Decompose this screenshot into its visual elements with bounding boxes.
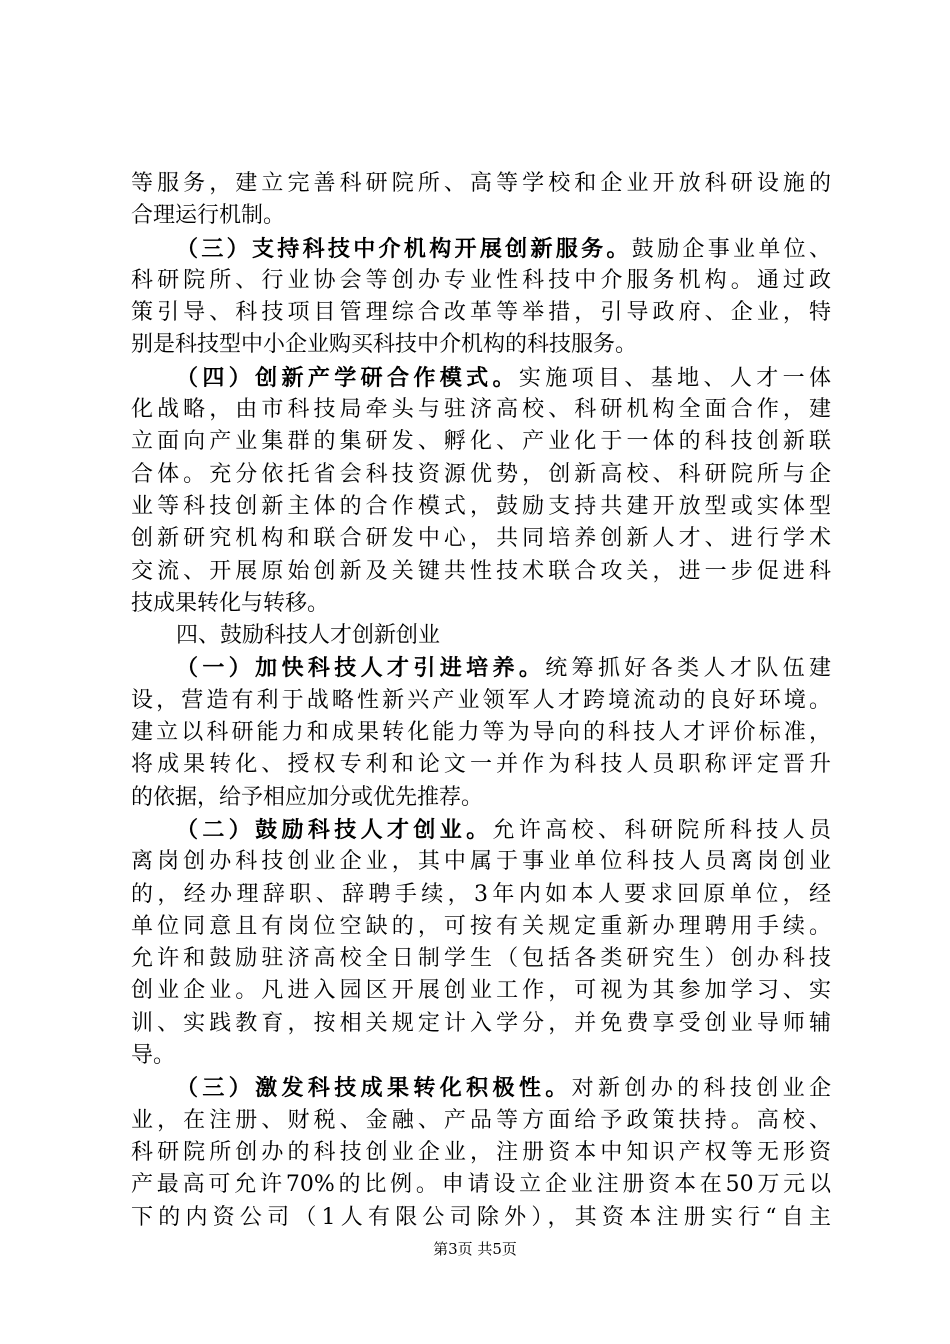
text-line bbox=[131, 297, 831, 329]
line-text: 立面向产业集群的集研发、孵化、产业化于一体的科技创新联 bbox=[131, 429, 831, 455]
line-text: 创业企业。凡进入园区开展创业工作，可视为其参加学习、实 bbox=[131, 978, 831, 1004]
text-line bbox=[131, 685, 831, 717]
section-heading: （四）创新产学研合作模式。 bbox=[176, 364, 519, 391]
text-line bbox=[131, 588, 831, 620]
text-line bbox=[131, 749, 831, 781]
section-heading: （一）加快科技人才引进培养。 bbox=[176, 655, 546, 682]
text-line bbox=[131, 394, 831, 426]
text-line bbox=[131, 975, 831, 1007]
section-heading: （三）激发科技成果转化积极性。 bbox=[176, 1075, 572, 1102]
text-line bbox=[131, 233, 831, 265]
text-line bbox=[131, 1040, 831, 1072]
line-text: 单位同意且有岗位空缺的，可按有关规定重新办理聘用手续。 bbox=[131, 913, 831, 939]
line-text: 等服务，建立完善科研院所、高等学校和企业开放科研设施的 bbox=[131, 171, 831, 196]
text-line bbox=[131, 1169, 831, 1201]
line-text: 允许高校、科研院所科技人员 bbox=[492, 817, 831, 843]
line-text: 设，营造有利于战略性新兴产业领军人才跨境流动的良好环境。 bbox=[131, 687, 831, 713]
text-line bbox=[131, 846, 831, 878]
text-line bbox=[131, 717, 831, 749]
line-text: 训、实践教育，按相关规定计入学分，并免费享受创业导师辅 bbox=[131, 1010, 831, 1036]
text-line bbox=[131, 426, 831, 458]
text-line bbox=[131, 879, 831, 911]
line-text: 创新研究机构和联合研发中心，共同培养创新人才、进行学术 bbox=[131, 526, 831, 552]
text-line bbox=[131, 1008, 831, 1040]
text-line bbox=[131, 943, 831, 975]
text-line bbox=[131, 362, 831, 394]
text-line bbox=[131, 782, 831, 814]
document-body bbox=[131, 168, 831, 1234]
text-line bbox=[131, 620, 831, 652]
line-text: 合理运行机制。 bbox=[131, 203, 286, 229]
text-line bbox=[131, 200, 831, 232]
line-text: 业，在注册、财税、金融、产品等方面给予政策扶持。高校、 bbox=[131, 1107, 831, 1133]
text-line bbox=[131, 491, 831, 523]
text-line bbox=[131, 329, 831, 361]
text-line bbox=[131, 523, 831, 555]
text-line bbox=[131, 1202, 831, 1234]
line-text: 离岗创办科技创业企业，其中属于事业单位科技人员离岗创业 bbox=[131, 849, 831, 875]
line-text: 鼓励企事业单位、 bbox=[631, 236, 831, 262]
section-heading: （三）支持科技中介机构开展创新服务。 bbox=[176, 235, 632, 262]
text-line bbox=[131, 1137, 831, 1169]
text-line bbox=[131, 911, 831, 943]
line-text: 合体。充分依托省会科技资源优势，创新高校、科研院所与企 bbox=[131, 461, 831, 487]
line-text: 下的内资公司（1人有限公司除外），其资本注册实行“自主 bbox=[131, 1204, 831, 1230]
line-text: 统筹抓好各类人才队伍建 bbox=[545, 656, 831, 682]
line-text: 将成果转化、授权专利和论文一并作为科技人员职称评定晋升 bbox=[131, 752, 831, 778]
text-line bbox=[131, 168, 831, 200]
line-text: 策引导、科技项目管理综合改革等举措，引导政府、企业，特 bbox=[131, 300, 831, 326]
text-line bbox=[131, 556, 831, 588]
line-text: 允许和鼓励驻济高校全日制学生（包括各类研究生）创办科技 bbox=[131, 946, 831, 972]
line-text: 的依据，给予相应加分或优先推荐。 bbox=[131, 784, 484, 810]
line-text: 产最高可允许70%的比例。申请设立企业注册资本在50万元以 bbox=[131, 1172, 831, 1198]
text-line bbox=[131, 459, 831, 491]
line-text: 对新创办的科技创业企 bbox=[571, 1076, 831, 1102]
text-line bbox=[131, 1072, 831, 1104]
line-text: 技成果转化与转移。 bbox=[131, 590, 330, 616]
line-text: 别是科技型中小企业购买科技中介机构的科技服务。 bbox=[131, 332, 638, 358]
text-line bbox=[131, 814, 831, 846]
page-footer: 第3页 共5页 bbox=[433, 1240, 517, 1258]
line-text: 化战略，由市科技局牵头与驻济高校、科研机构全面合作，建 bbox=[131, 397, 831, 423]
line-text: 导。 bbox=[131, 1043, 176, 1069]
section-heading: （二）鼓励科技人才创业。 bbox=[176, 816, 493, 843]
line-text: 建立以科研能力和成果转化能力等为导向的科技人才评价标准， bbox=[131, 720, 831, 746]
text-line bbox=[131, 652, 831, 684]
line-text: 交流、开展原始创新及关键共性技术联合攻关，进一步促进科 bbox=[131, 558, 831, 584]
text-line bbox=[131, 265, 831, 297]
line-text: 四、鼓励科技人才创新创业 bbox=[176, 623, 441, 649]
line-text: 科研院所创办的科技创业企业，注册资本中知识产权等无形资 bbox=[131, 1139, 831, 1165]
line-text: 的，经办理辞职、辞聘手续，3年内如本人要求回原单位，经 bbox=[131, 881, 831, 907]
line-text: 科研院所、行业协会等创办专业性科技中介服务机构。通过政 bbox=[131, 267, 831, 293]
line-text: 业等科技创新主体的合作模式，鼓励支持共建开放型或实体型 bbox=[131, 493, 831, 519]
text-line bbox=[131, 1105, 831, 1137]
line-text: 实施项目、基地、人才一体 bbox=[518, 365, 831, 391]
